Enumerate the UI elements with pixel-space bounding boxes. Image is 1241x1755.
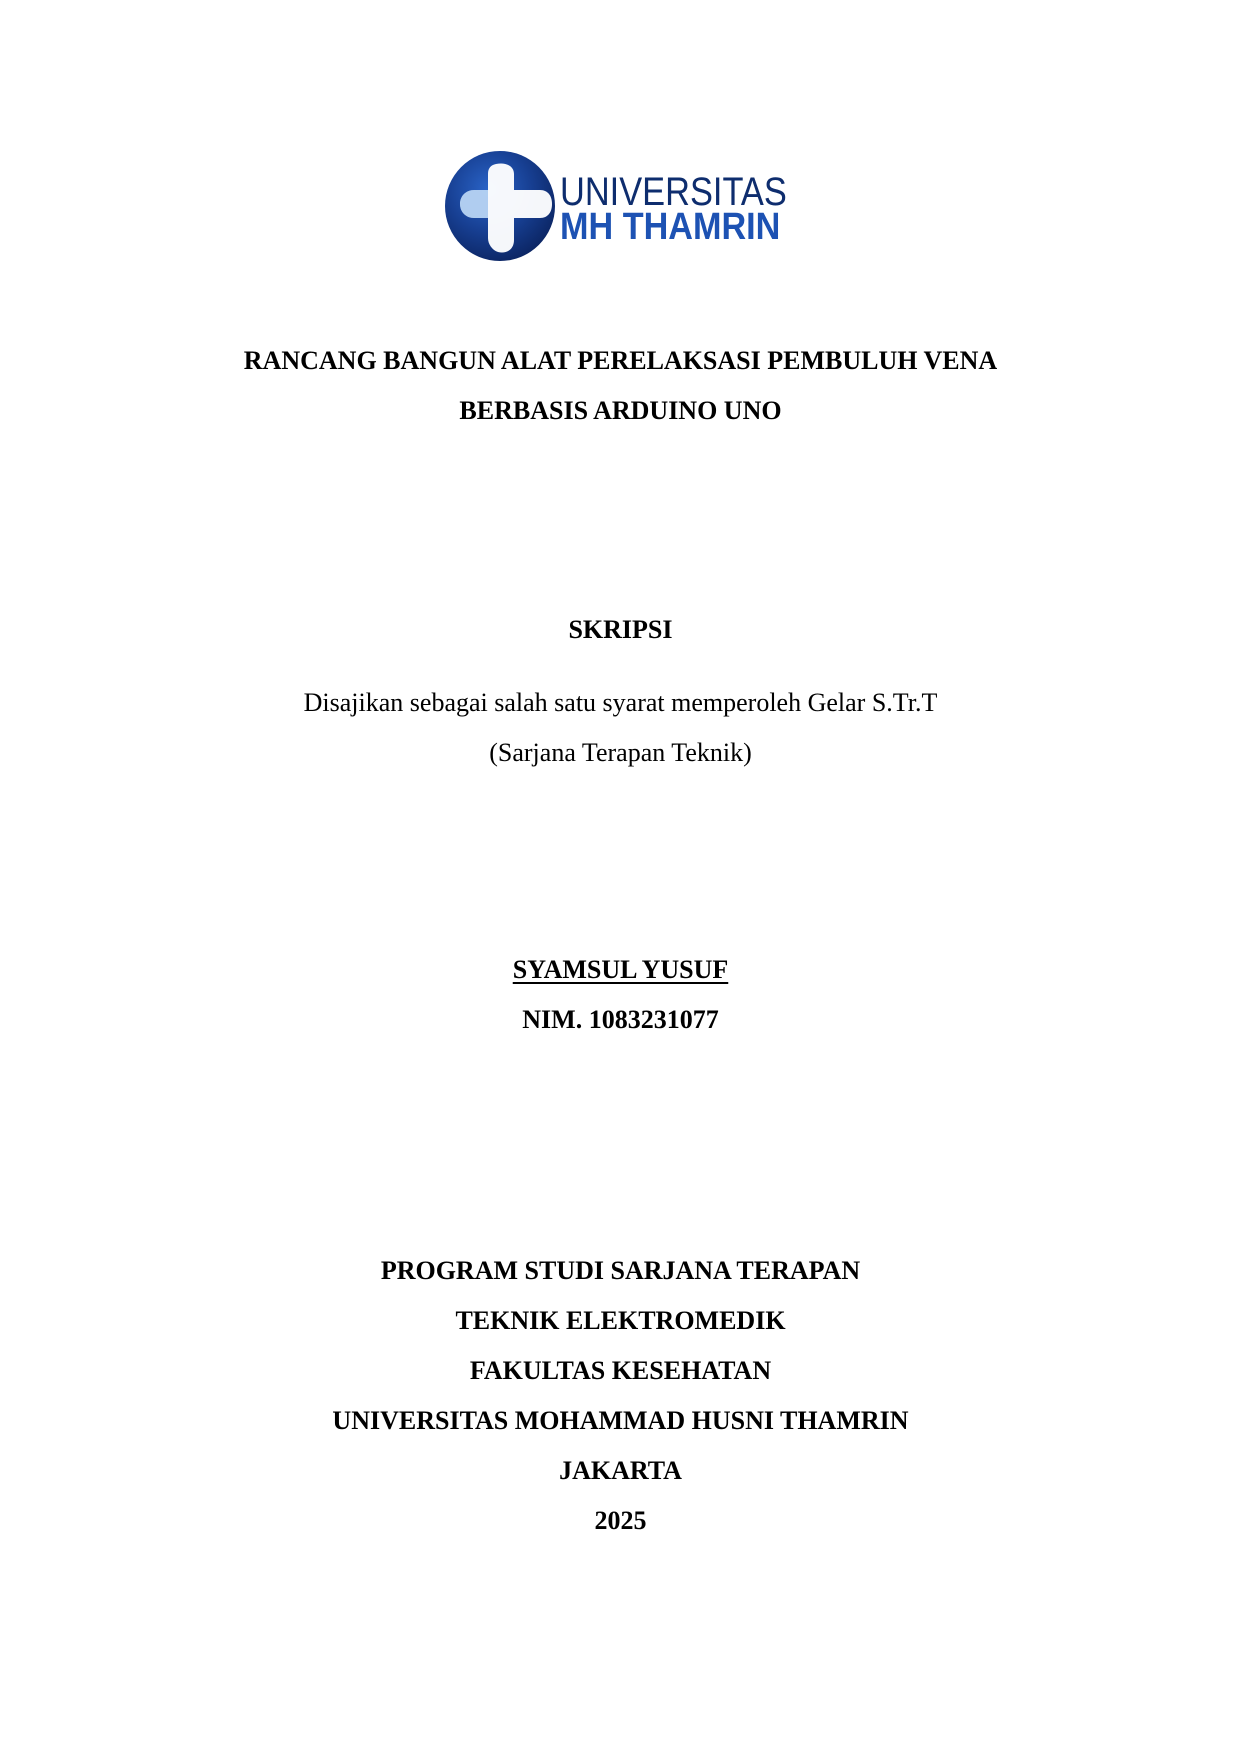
university-logo bbox=[444, 148, 804, 266]
document-type-heading: SKRIPSI bbox=[568, 615, 673, 644]
degree-description-line-1: Disajikan sebagai salah satu syarat memperoleh Gelar S.Tr.T bbox=[303, 688, 938, 717]
student-id: NIM. 1083231077 bbox=[522, 1005, 719, 1034]
logo-text-universitas: UNIVERSITAS bbox=[560, 170, 787, 214]
faculty: FAKULTAS KESEHATAN bbox=[469, 1356, 772, 1385]
thesis-title-line-2: BERBASIS ARDUINO UNO bbox=[459, 396, 782, 425]
department: TEKNIK ELEKTROMEDIK bbox=[455, 1306, 786, 1335]
logo-emblem-icon bbox=[444, 148, 560, 266]
author-name: SYAMSUL YUSUF bbox=[512, 955, 729, 984]
study-program: PROGRAM STUDI SARJANA TERAPAN bbox=[380, 1256, 861, 1285]
author-name-row bbox=[0, 955, 1241, 985]
city: JAKARTA bbox=[559, 1456, 682, 1485]
year: 2025 bbox=[594, 1506, 647, 1535]
logo-text-mh-thamrin: MH THAMRIN bbox=[560, 206, 781, 248]
university-name: UNIVERSITAS MOHAMMAD HUSNI THAMRIN bbox=[332, 1406, 909, 1435]
degree-description-line-2: (Sarjana Terapan Teknik) bbox=[489, 738, 752, 767]
thesis-title-line-1: RANCANG BANGUN ALAT PERELAKSASI PEMBULUH VENA bbox=[243, 346, 998, 375]
